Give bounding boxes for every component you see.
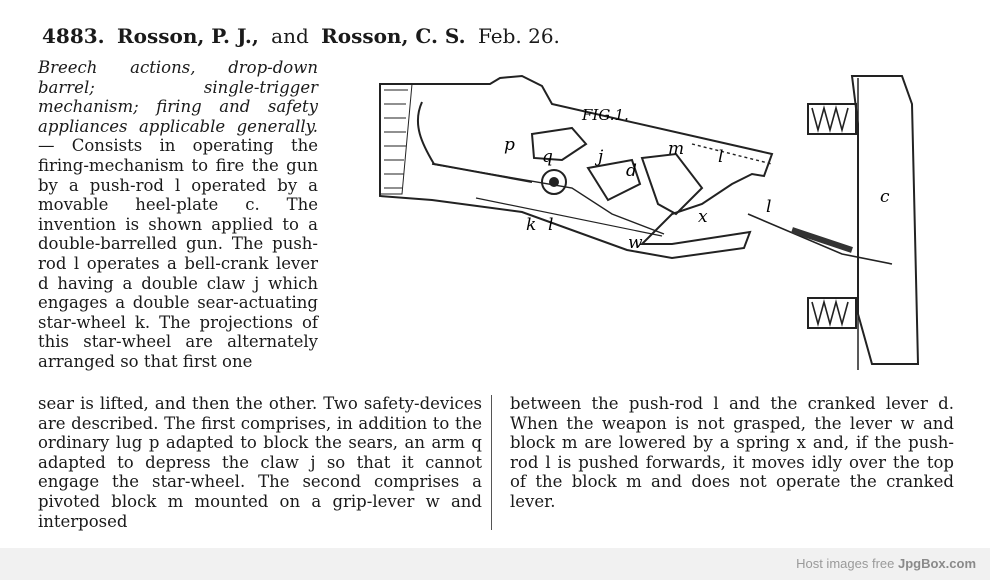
footer-prefix: Host images free bbox=[796, 556, 895, 571]
label-m: m bbox=[668, 139, 685, 159]
label-q: q bbox=[542, 147, 553, 167]
figure-caption: FIG.1. bbox=[582, 106, 629, 124]
push-rod-spring bbox=[792, 230, 852, 250]
label-c: c bbox=[880, 187, 890, 207]
stock-hatch-area bbox=[380, 84, 412, 194]
patent-header bbox=[42, 24, 566, 48]
sear-block bbox=[532, 128, 586, 160]
label-l-right: l bbox=[766, 197, 772, 217]
footer-bar bbox=[0, 548, 990, 580]
abstract-paragraph bbox=[38, 58, 318, 372]
patent-number: 4883. bbox=[42, 24, 105, 48]
column-divider bbox=[491, 395, 492, 530]
footer-brand[interactable]: JpgBox.com bbox=[897, 556, 976, 571]
patent-figure bbox=[372, 64, 972, 384]
patent-date: Feb. 26. bbox=[477, 24, 560, 48]
label-d: d bbox=[626, 161, 637, 181]
springs bbox=[812, 108, 848, 324]
label-w: w bbox=[628, 233, 643, 253]
block-m bbox=[642, 154, 702, 214]
abstract-bottom-right-column: between the push-rod l and the cranked lever d. When the weapon is not grasped, the lever w and block m are lowered by a spring x and, if the push-rod l is pushed forwards, it moves idly over the top of the block m and does not operate the cranked lever. bbox=[510, 394, 954, 511]
label-p: p bbox=[504, 135, 515, 155]
inventor-2: Rosson, C. S. bbox=[321, 24, 466, 48]
label-j: j bbox=[598, 147, 604, 167]
footer-credit[interactable] bbox=[796, 556, 976, 571]
abstract-bottom-left-column: sear is lifted, and then the other. Two safety-devices are described. The first comprises, in addition to the ordinary lug p adapted to block the sears, an arm q adapted to depress the claw j so that it cannot engage the star-wheel. The second comprises a pivoted block m mounted on a grip-lever w and interposed bbox=[38, 394, 482, 531]
label-l: l bbox=[718, 147, 724, 167]
conjunction: and bbox=[271, 24, 309, 48]
label-k: k bbox=[526, 215, 537, 235]
gun-mechanism-drawing bbox=[372, 64, 972, 384]
abstract-left-column bbox=[38, 58, 318, 372]
heel-plate-outline bbox=[852, 76, 918, 364]
star-wheel-hub bbox=[550, 178, 558, 186]
abstract-title: Breech actions, drop-down barrel; single-trigger mechanism; firing and safety appliances applicable generally.— bbox=[38, 58, 318, 156]
trigger-guard-line bbox=[476, 198, 662, 236]
label-x: x bbox=[698, 207, 708, 227]
barrel-dash bbox=[692, 144, 772, 164]
inventor-1: Rosson, P. J., bbox=[117, 24, 259, 48]
abstract-body-left: Consists in operating the firing-mechanism to fire the gun by a push-rod l operated by a movable heel-plate c. The invention is shown applied to a double-barrelled gun. The push-rod l operates a bell-crank lever d having a double claw j which engages a double sear-actuating star-wheel k. The projections of this star-wheel are alternately arranged so that first one bbox=[38, 136, 318, 371]
stock-hatching bbox=[384, 90, 408, 188]
gun-outline bbox=[380, 76, 772, 258]
label-l-lower: l bbox=[548, 215, 554, 235]
